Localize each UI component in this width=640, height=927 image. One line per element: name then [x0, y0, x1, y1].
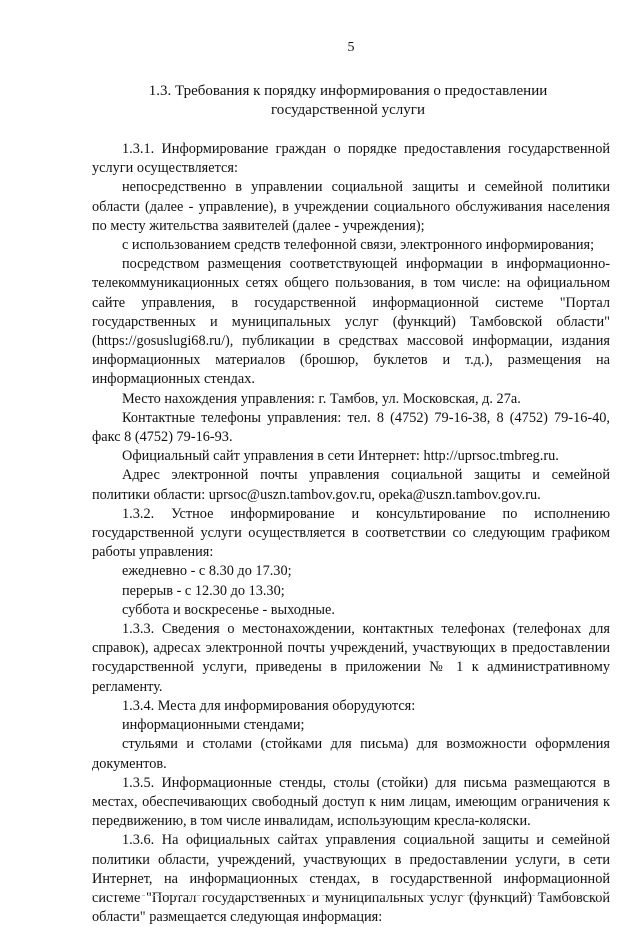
paragraph-1-3-1: 1.3.1. Информирование граждан о порядке предоставления государственной услуги осуществляется: — [92, 141, 610, 177]
equipment-stands: информационными стендами; — [122, 717, 305, 734]
paragraph-1-3-6: 1.3.6. На официальных сайтах управления социальной защиты и семейной политики области, учреждений, участвующих в предоставлении услуги, в сети Интернет, на информационных стендах, в государственной информационной системе "Портал государственных и муниципальных услуг (функций) Тамбовской области" размещается следующая информация: — [92, 832, 610, 926]
section-title-line-2: государственной услуги — [271, 102, 425, 118]
paragraph-direct-informing: непосредственно в управлении социальной защиты и семейной политики области (далее - управление), в учреждении социального обслуживания населения по месту жительства заявителей (далее - учреждения); — [92, 179, 610, 234]
paragraph-1-3-5: 1.3.5. Информационные стенды, столы (стойки) для письма размещаются в местах, обеспечивающих свободный доступ к ним лицам, имеющим ограничения к передвижению, в том числе инвалидам, использующим кресла-коляски. — [92, 774, 610, 830]
paragraph-website: Официальный сайт управления в сети Интернет: http://uprsoc.tmbreg.ru. — [122, 448, 559, 465]
paragraph-contact-phones: Контактные телефоны управления: тел. 8 (4752) 79-16-38, 8 (4752) 79-16-40, факс 8 (4752) 79-16-93. — [92, 409, 610, 446]
paragraph-1-3-3: 1.3.3. Сведения о местонахождении, контактных телефонах (телефонах для справок), адресах электронной почты учреждений, участвующих в предоставлении государственной услуги, приведены в приложении № 1 к административному регламенту. — [92, 621, 610, 695]
paragraph-network-informing: посредством размещения соответствующей информации в информационно-телекоммуникационных сетях общего пользования, в том числе: на официальном сайте управления, в государственной информационной системе "Портал государственных и муниципальных услуг (функций) Тамбовской области" (https://gosuslugi68.ru/), публикации в средствах массовой информации, издания информационных материалов (брошюр, буклетов и т.д.), размещения на информационных стендах. — [92, 256, 610, 388]
paragraph-email: Адрес электронной почты управления социальной защиты и семейной политики области: uprsoc@uszn.tambov.gov.ru, opeka@uszn.tambov.gov.ru. — [92, 467, 610, 503]
schedule-daily: ежедневно - с 8.30 до 17.30; — [122, 563, 292, 580]
document-body — [92, 140, 610, 927]
paragraph-1-3-4: 1.3.4. Места для информирования оборудуются: — [122, 697, 416, 714]
page-number: 5 — [347, 40, 355, 55]
paragraph-phone-informing: с использованием средств телефонной связи, электронного информирования; — [122, 237, 595, 254]
schedule-weekend: суббота и воскресенье - выходные. — [122, 601, 335, 618]
paragraph-location: Место нахождения управления: г. Тамбов, ул. Московская, д. 27а. — [122, 390, 521, 407]
section-title-line-1: 1.3. Требования к порядку информирования о предоставлении — [148, 83, 548, 99]
schedule-break: перерыв - с 12.30 до 13.30; — [122, 582, 285, 599]
section-title — [92, 82, 610, 120]
paragraph-1-3-2: 1.3.2. Устное информирование и консультирование по исполнению государственной услуги осуществляется в соответствии со следующим графиком работы управления: — [92, 505, 610, 561]
equipment-chairs-tables: стульями и столами (стойками для письма) для возможности оформления документов. — [92, 736, 610, 772]
page-bottom-edge — [92, 895, 610, 897]
